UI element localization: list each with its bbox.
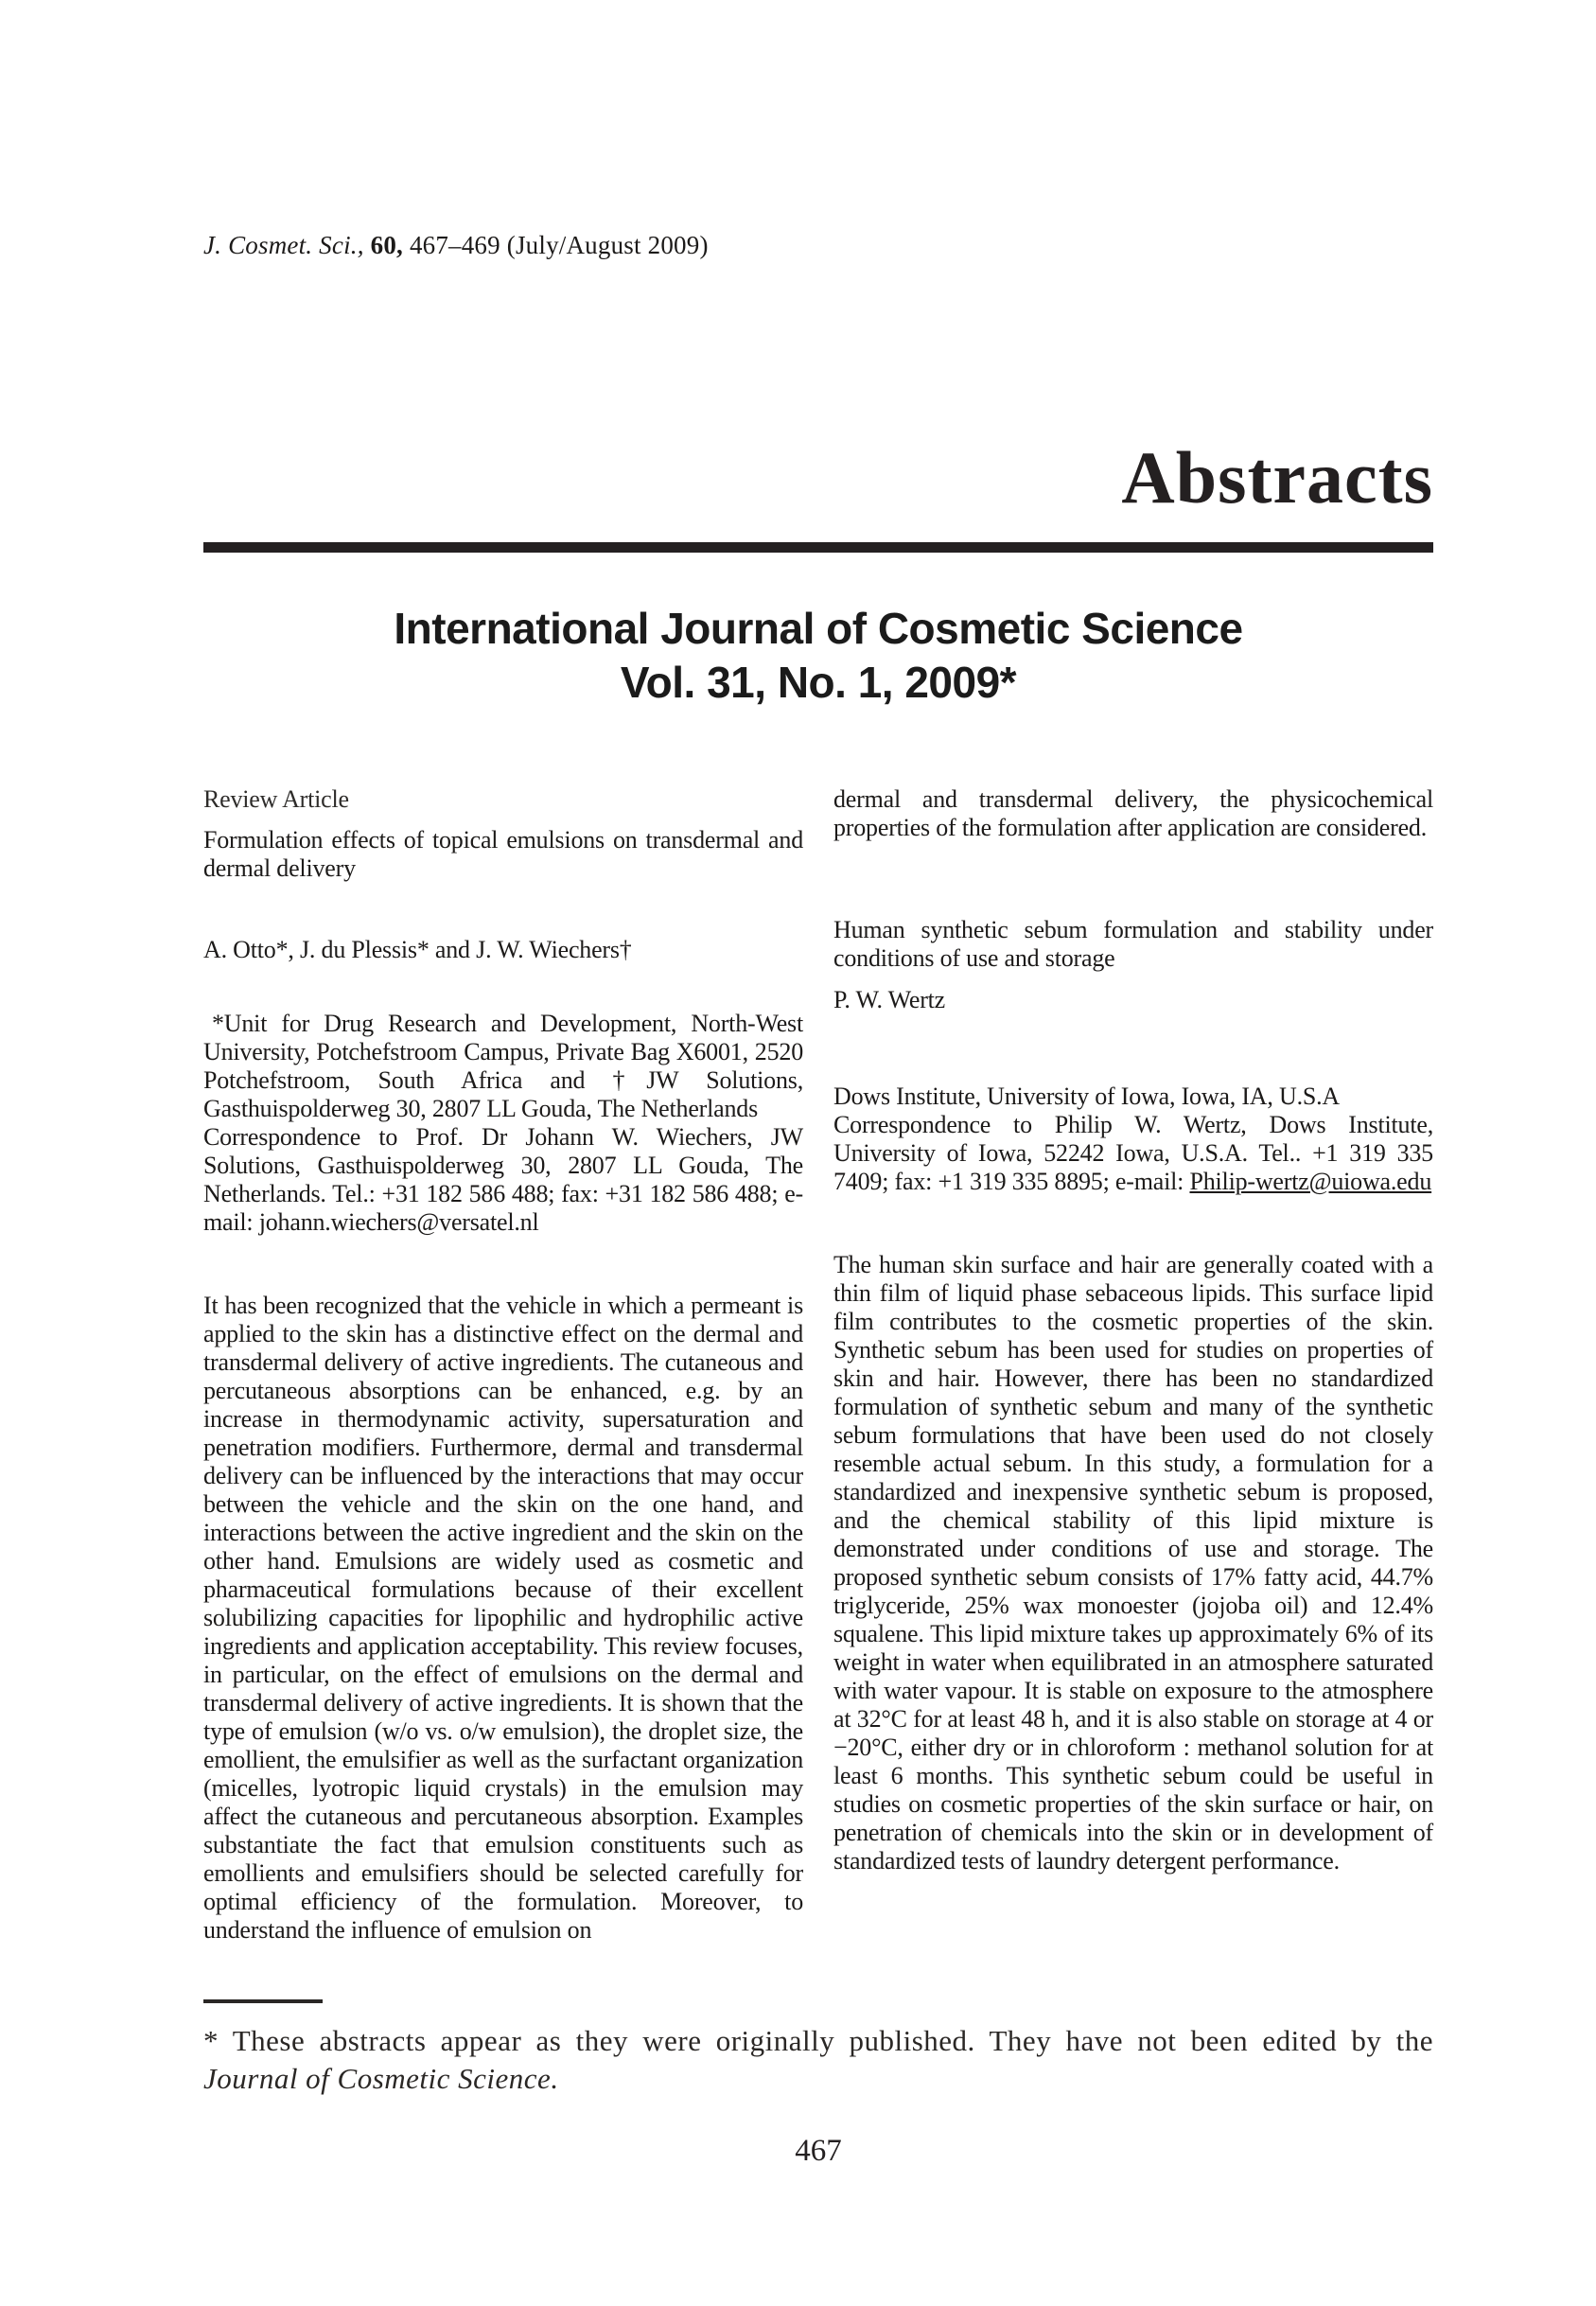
page-title: Abstracts: [1121, 436, 1433, 519]
footnote-text: [203, 2022, 1433, 2098]
abstract2-authors: P. W. Wertz: [833, 986, 946, 1013]
journal-reference-title: J. Cosmet. Sci.,: [203, 231, 364, 259]
abstract1-correspondence: Correspondence to Prof. Dr Johann W. Wiechers, JW Solutions, Gasthuispolderweg 30, 2807 LL Gouda, The Netherlands. Tel.: +31 182 586 488; fax: +31 182 586 488; e-mail: johann.wiechers@versatel.nl: [203, 1123, 803, 1236]
divider-rule: [203, 542, 1433, 553]
left-column: [203, 785, 803, 1945]
abstract2-correspondence: [833, 1111, 1433, 1196]
two-column-body: [203, 785, 1433, 1945]
journal-heading-line1: International Journal of Cosmetic Science: [394, 604, 1243, 653]
journal-heading: [203, 602, 1433, 710]
footnote-text-roman: * These abstracts appear as they were originally published. They have not been edited by the: [203, 2024, 1433, 2057]
journal-heading-line2: Vol. 31, No. 1, 2009*: [620, 658, 1017, 707]
abstract2-affiliation-address: Dows Institute, University of Iowa, Iowa, IA, U.S.A: [833, 1083, 1341, 1110]
abstract1-affiliation: [203, 1010, 803, 1237]
footnote: [203, 1999, 1433, 2098]
email-link: Philip-wertz@uiowa.edu: [1189, 1168, 1432, 1195]
abstract1-affiliation-address: *Unit for Drug Research and Development, North-West University, Potchefstroom Campus, Private Bag X6001, 2520 Potchefstroom, South Africa and †JW Solutions, Gasthuispolderweg 30, 2807 LL Gouda, The Netherlands: [203, 1010, 803, 1122]
abstract2-affiliation: [833, 1083, 1433, 1196]
page-number: 467: [795, 2134, 842, 2168]
abstract1-authors: A. Otto*, J. du Plessis* and J. W. Wiechers†: [203, 936, 632, 963]
footnote-text-italic: Journal of Cosmetic Science.: [203, 2062, 559, 2095]
journal-reference: [203, 0, 1433, 260]
abstract2-title: Human synthetic sebum formulation and stability under conditions of use and storage: [833, 916, 1433, 972]
abstract1-body-continuation: dermal and transdermal delivery, the physicochemical properties of the formulation after application are considered.: [833, 785, 1433, 841]
abstract1-title: Formulation effects of topical emulsions on transdermal and dermal delivery: [203, 826, 803, 882]
journal-reference-pages: 467–469 (July/August 2009): [409, 231, 709, 259]
right-column: [833, 785, 1433, 1945]
article-type-label: Review Article: [203, 785, 349, 813]
abstract1-body-left: It has been recognized that the vehicle in which a permeant is applied to the skin has a distinctive effect on the dermal and transdermal delivery of active ingredients. The cutaneous and percutaneous absorptions can be enhanced, e.g. by an increase in thermodynamic activity, supersaturation and penetration modifiers. Furthermore, dermal and transdermal delivery can be influenced by the interactions that may occur between the vehicle and the skin on the one hand, and interactions between the active ingredient and the skin on the other hand. Emulsions are widely used as cosmetic and pharmaceutical formulations because of their excellent solubilizing capacities for lipophilic and hydrophilic active ingredients and application acceptability. This review focuses, in particular, on the effect of emulsions on the dermal and transdermal delivery of active ingredients. It is shown that the type of emulsion (w/o vs. o/w emulsion), the droplet size, the emollient, the emulsifier as well as the surfactant organization (micelles, lyotropic liquid crystals) in the emulsion may affect the cutaneous and percutaneous absorption. Examples substantiate the fact that emulsion constituents such as emollients and emulsifiers should be selected carefully for optimal efficiency of the formulation. Moreover, to understand the influence of emulsion on: [203, 1292, 803, 1944]
abstract2-body: The human skin surface and hair are generally coated with a thin film of liquid phase sebaceous lipids. This surface lipid film contributes to the cosmetic properties of the skin. Synthetic sebum has been used for studies on properties of skin and hair. However, there has been no standardized formulation of synthetic sebum and many of the synthetic sebum formulations that have been used do not closely resemble actual sebum. In this study, a formulation for a standardized and inexpensive synthetic sebum is proposed, and the chemical stability of this lipid mixture is demonstrated under conditions of use and storage. The proposed synthetic sebum consists of 17% fatty acid, 44.7% triglyceride, 25% wax monoester (jojoba oil) and 12.4% squalene. This lipid mixture takes up approximately 6% of its weight in water when equilibrated in an atmosphere saturated with water vapour. It is stable on exposure to the atmosphere at 32°C for at least 48 h, and it is also stable on storage at 4 or −20°C, either dry or in chloroform : methanol solution for at least 6 months. This synthetic sebum could be useful in studies on cosmetic properties of the skin surface or hair, on penetration of chemicals into the skin or in development of standardized tests of laundry detergent performance.: [833, 1251, 1433, 1875]
abstract2-correspondence-text: Correspondence to Philip W. Wertz, Dows Institute, University of Iowa, 52242 Iowa, U.S.A. Tel.. +1 319 335 7409; fax: +1 319 335 8895; e-mail:: [833, 1111, 1433, 1195]
footnote-rule: [203, 1999, 323, 2003]
journal-reference-volume: 60,: [370, 231, 403, 259]
